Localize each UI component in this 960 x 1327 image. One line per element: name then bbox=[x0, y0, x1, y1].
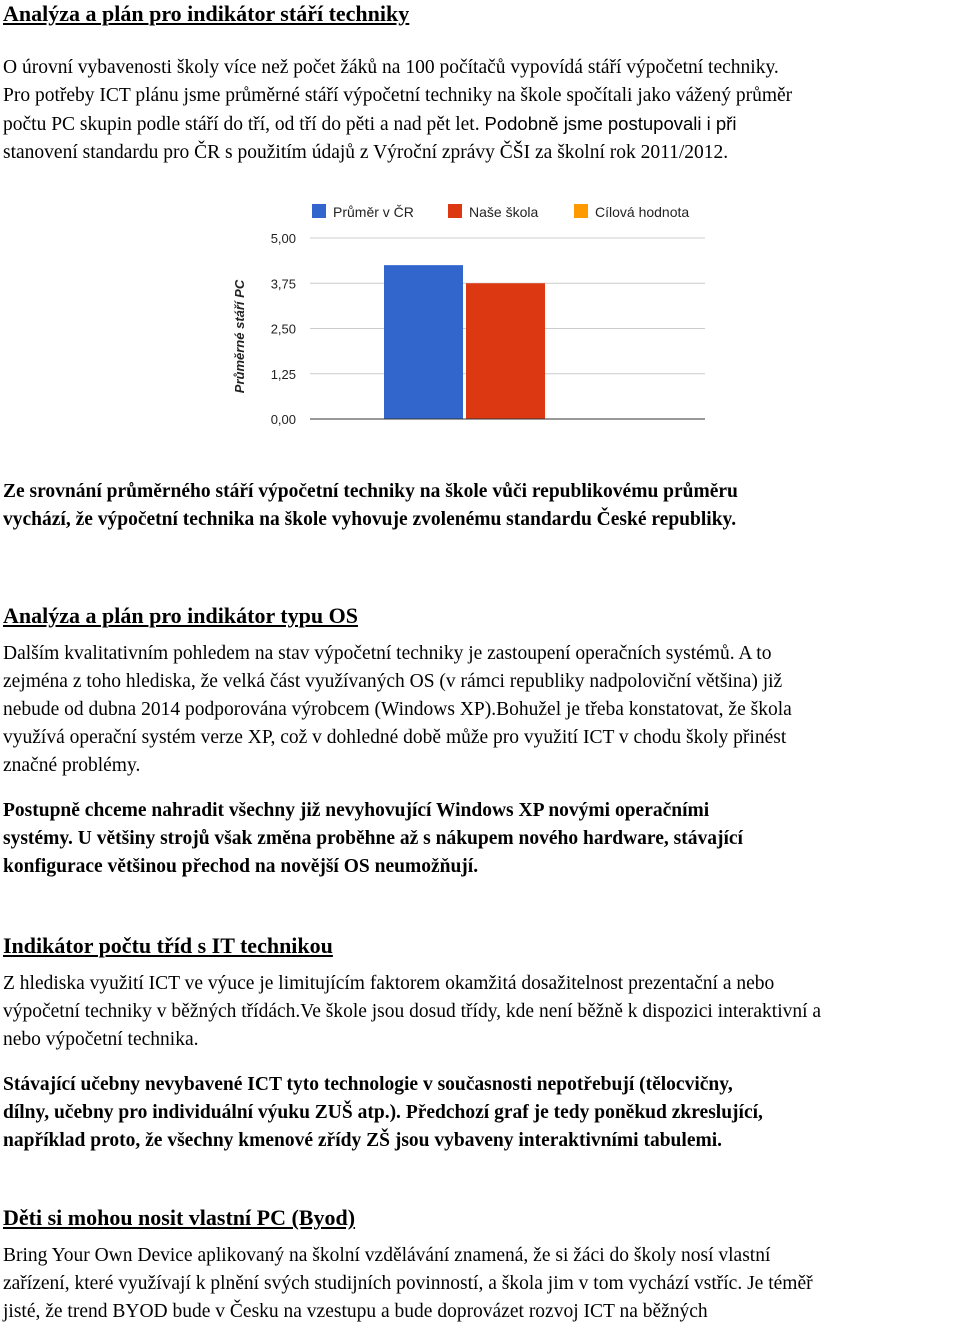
text-line: zejména z toho hlediska, že velká část využívaných OS (v rámci republiky nadpoloviční většina) již bbox=[3, 671, 783, 692]
paragraph-age-conclusion bbox=[3, 478, 958, 534]
section-heading-os: Analýza a plán pro indikátor typu OS bbox=[3, 603, 358, 628]
paragraph-os bbox=[3, 640, 958, 780]
text-line: Ze srovnání průměrného stáří výpočetní techniky na škole vůči republikovému průměru bbox=[3, 481, 738, 502]
legend-swatch bbox=[448, 204, 462, 218]
paragraph-age-intro bbox=[3, 54, 958, 167]
y-tick-label: 1,25 bbox=[270, 366, 296, 382]
text-line: výpočetní techniky v běžných třídách. bbox=[3, 1001, 301, 1022]
bar-2 bbox=[466, 283, 545, 419]
paragraph-byod bbox=[3, 1242, 958, 1326]
paragraph-os-plan bbox=[3, 797, 958, 881]
text-line: Ve škole jsou dosud třídy, kde není běžně k dispozici interaktivní a bbox=[300, 1001, 822, 1022]
text-line: konfigurace většinou přechod na novější OS neumožňují. bbox=[3, 856, 479, 877]
text-line: využívá operační systém verze XP, což v dohledné době může pro využití ICT v chodu školy přinést bbox=[3, 727, 787, 748]
text-line: Stávající učebny nevybavené ICT tyto technologie v současnosti nepotřebují (tělocvičny, bbox=[3, 1074, 733, 1095]
y-tick-label: 0,00 bbox=[270, 412, 296, 427]
text-line: Pro potřeby ICT plánu jsme průměrné stáří výpočetní techniky na škole spočítali jako vážený průměr bbox=[3, 85, 793, 106]
text-line: jisté, že trend BYOD bude v Česku na vzestupu a bude doprovázet rozvoj ICT na běžných bbox=[3, 1301, 708, 1322]
y-tick-label: 3,75 bbox=[270, 276, 296, 292]
text-line: Je téměř bbox=[747, 1273, 813, 1294]
legend-label: Průměr v ČR bbox=[333, 204, 414, 220]
legend-swatch bbox=[574, 204, 588, 218]
section-heading-age: Analýza a plán pro indikátor stáří techniky bbox=[3, 1, 410, 26]
text-line: Podobně jsme postupovali i při bbox=[484, 113, 737, 134]
paragraph-classes bbox=[3, 970, 958, 1054]
text-line: stanovení standardu pro ČR s použitím údajů z Výroční zprávy ČŠI za školní rok 2011/2012. bbox=[3, 142, 729, 163]
text-line: značné problémy. bbox=[3, 755, 141, 776]
text-line: Postupně chceme nahradit všechny již nevyhovující Windows XP novými operačními bbox=[3, 800, 710, 821]
y-tick-label: 5,00 bbox=[270, 231, 296, 246]
text-line: systémy. U většiny strojů však změna proběhne až s nákupem nového hardware, stávající bbox=[3, 828, 743, 849]
legend-label: Naše škola bbox=[469, 204, 539, 220]
text-line: například proto, že všechny kmenové zřídy ZŠ jsou vybaveny interaktivními tabulemi. bbox=[3, 1130, 723, 1151]
text-line: nebo výpočetní technika. bbox=[3, 1029, 199, 1050]
age-bar-chart bbox=[222, 192, 722, 442]
text-line: Bring Your Own Device aplikovaný na školní vzdělávání znamená, že si žáci do školy nosí vlastní bbox=[3, 1245, 771, 1266]
text-line: dílny, učebny pro individuální výuku ZUŠ atp.). bbox=[3, 1102, 401, 1123]
text-line: Předchozí graf je tedy poněkud zkreslující, bbox=[405, 1102, 763, 1123]
text-line: O úrovní vybavenosti školy více než počet žáků na 100 počítačů vypovídá stáří výpočetní techniky. bbox=[3, 57, 779, 78]
paragraph-classes-note bbox=[3, 1071, 958, 1155]
y-tick-label: 2,50 bbox=[270, 321, 296, 337]
section-heading-classes: Indikátor počtu tříd s IT technikou bbox=[3, 933, 333, 958]
text-line: vychází, že výpočetní technika na škole vyhovuje zvolenému standardu České republiky. bbox=[3, 509, 737, 530]
text-line: Z hlediska využití ICT ve výuce je limitujícím faktorem okamžitá dosažitelnost prezentační a nebo bbox=[3, 973, 775, 994]
text-line: Bohužel je třeba konstatovat, že škola bbox=[496, 699, 792, 720]
legend-label: Cílová hodnota bbox=[595, 204, 690, 220]
text-line: počtu PC skupin podle stáří do tří, od tří do pěti a nad pět let. bbox=[3, 114, 480, 135]
text-line: nebude od dubna 2014 podporována výrobcem (Windows XP). bbox=[3, 699, 497, 720]
legend-swatch bbox=[312, 204, 326, 218]
text-line: Dalším kvalitativním pohledem na stav výpočetní techniky je zastoupení operačních systémů. bbox=[3, 643, 735, 664]
text-line: A to bbox=[738, 643, 772, 664]
text-line: zařízení, které využívají k plnění svých studijních povinností, a škola jim v tom vychází vstříc. bbox=[3, 1273, 743, 1294]
section-heading-byod: Děti si mohou nosit vlastní PC (Byod) bbox=[3, 1205, 356, 1230]
bar-1 bbox=[384, 265, 463, 419]
y-axis-label: Průměrné stáří PC bbox=[232, 279, 247, 394]
